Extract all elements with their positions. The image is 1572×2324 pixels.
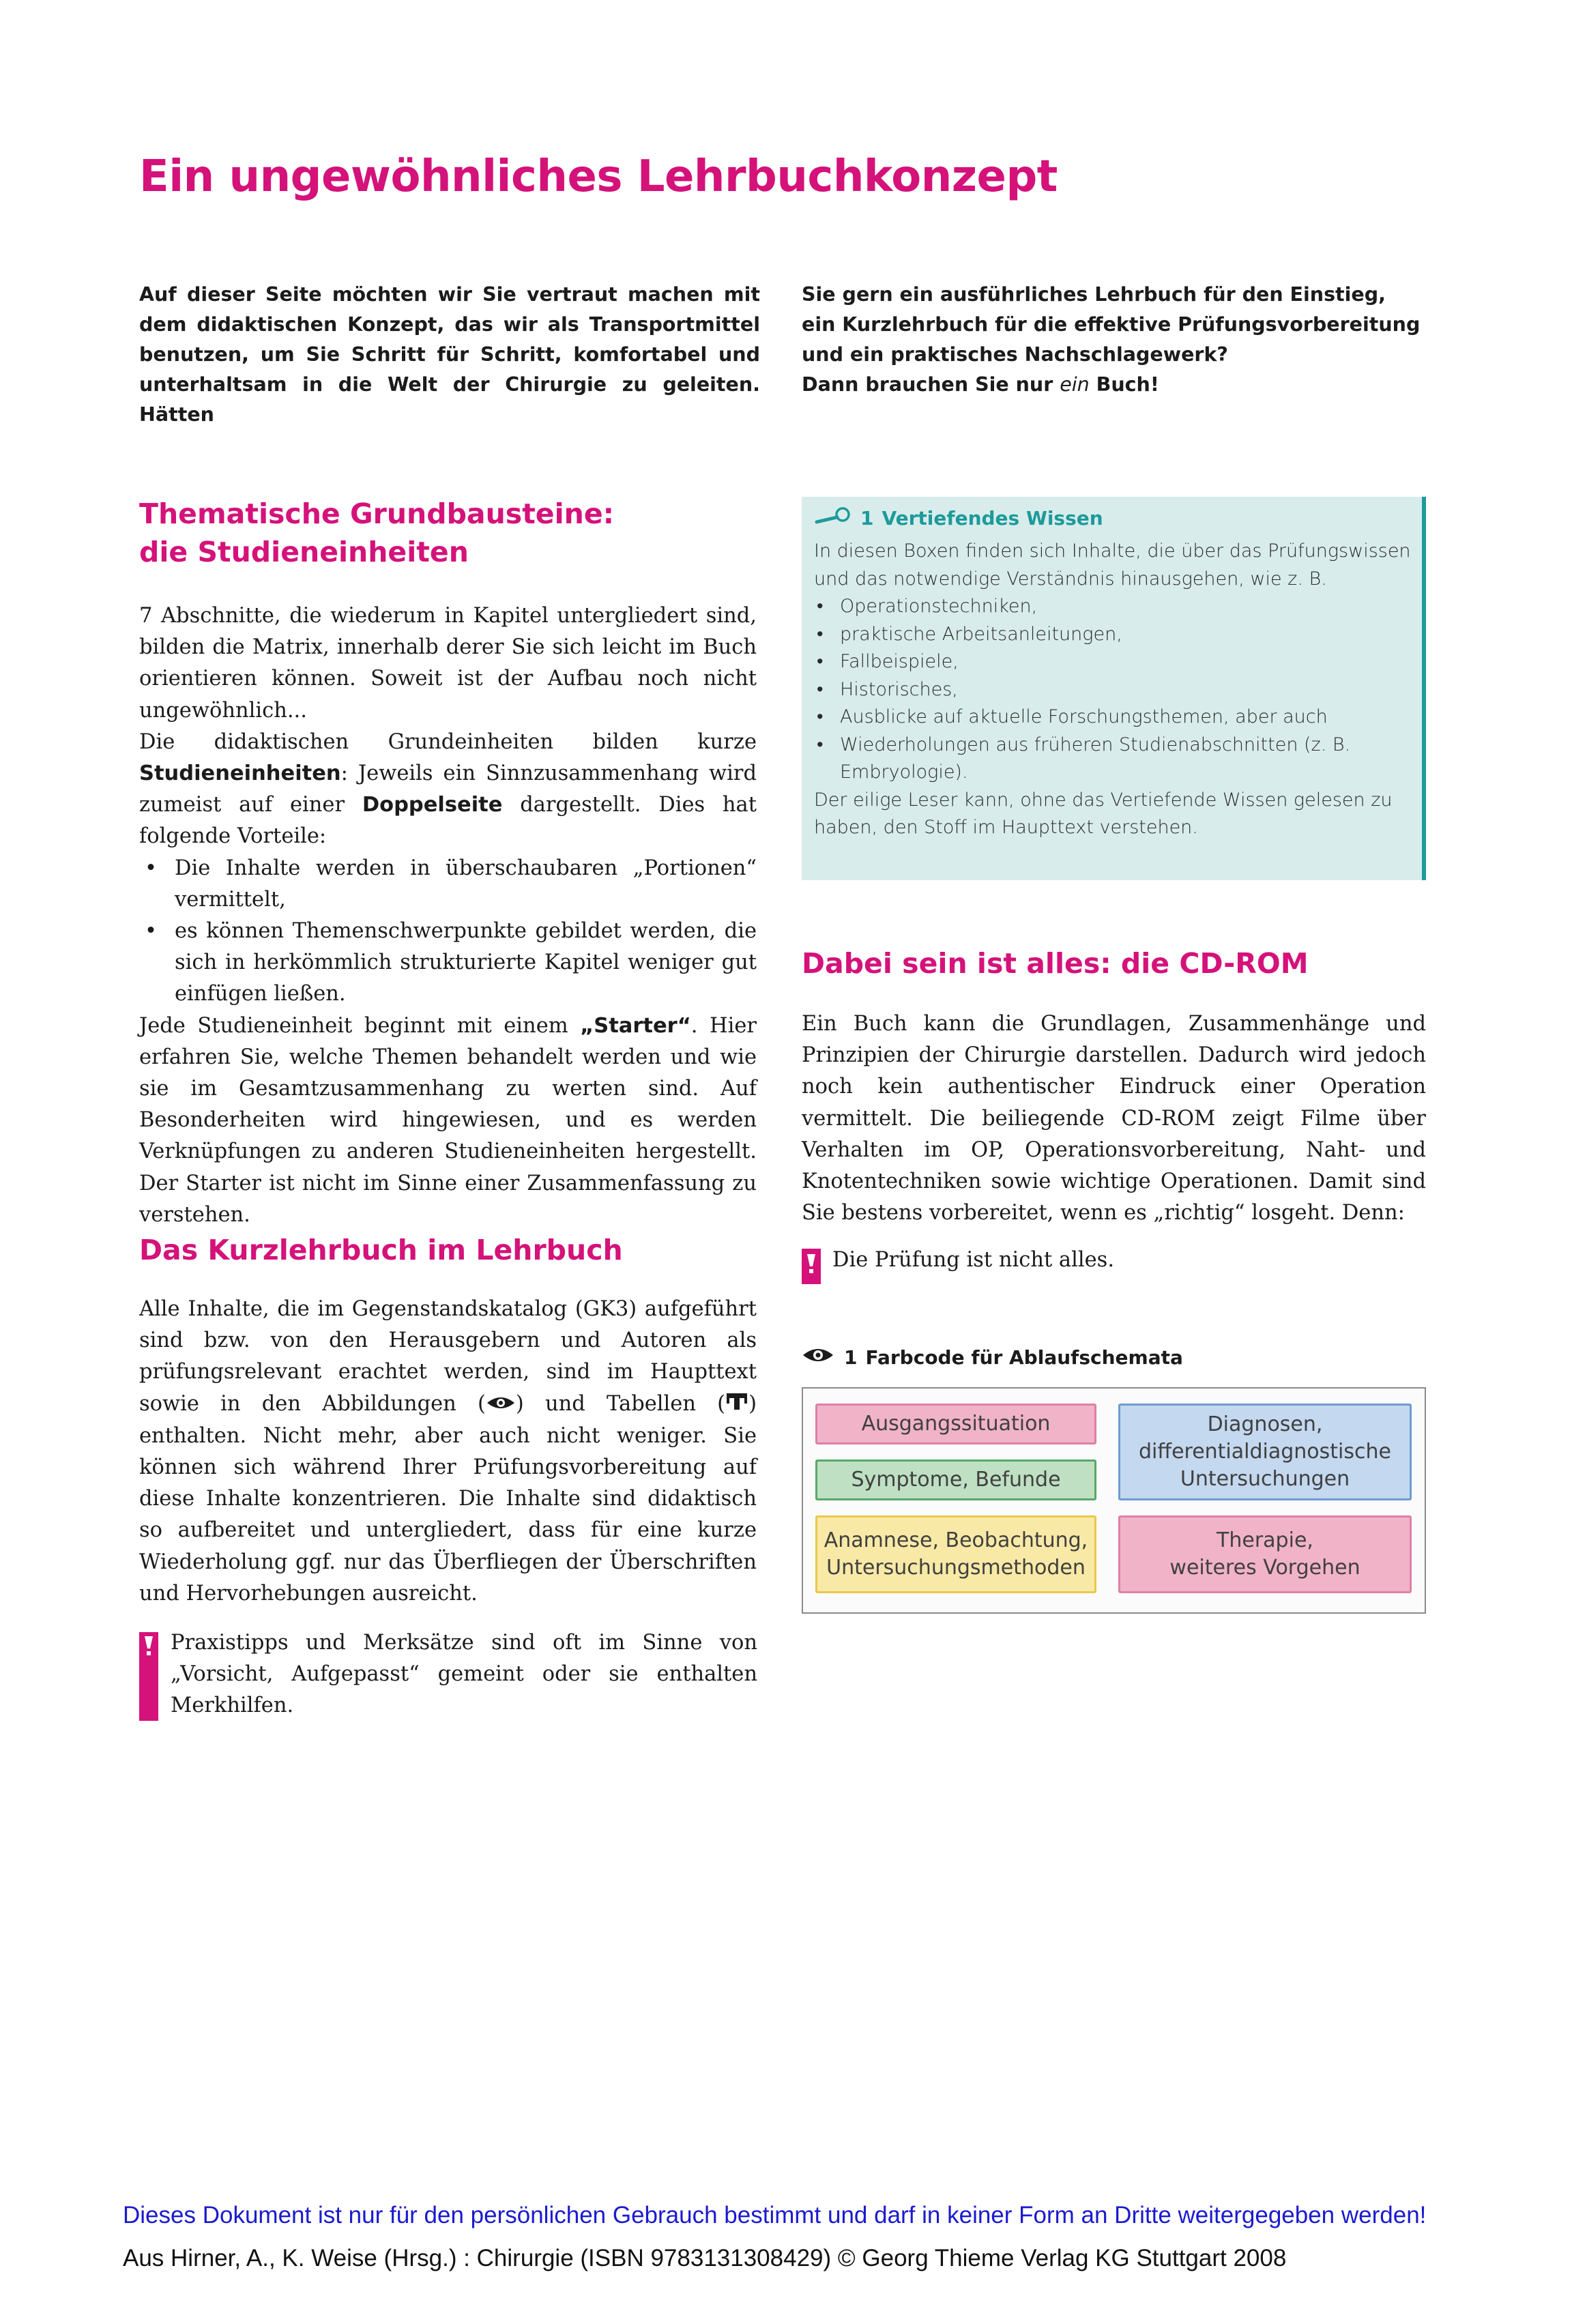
eye-icon (486, 1389, 516, 1421)
section1-paragraph-1: 7 Abschnitte, die wiederum in Kapitel untergliedert sind, bilden die Matrix, innerhalb derer Sie sich leicht im Buch orientieren können. Soweit ist der Aufbau noch nicht ungewöhnlich... (139, 604, 757, 723)
merksatz-text: Praxistipps und Merksätze sind oft im Sinne von „Vorsicht, Aufgepasst“ gemeint oder sie enthalten Merkhilfen. (171, 1631, 757, 1718)
color-box-therapie (1118, 1515, 1412, 1593)
vertiefendes-wissen-box (802, 497, 1426, 880)
p3-bold-starter: „Starter“ (580, 1013, 691, 1038)
list-item: • Operationstechniken, (814, 593, 1414, 621)
color-box-symptome (815, 1459, 1096, 1500)
box-title: Vertiefendes Wissen (882, 507, 1103, 529)
page-title: Ein ungewöhnliches Lehrbuchkonzept (139, 151, 1058, 202)
p2-bold-doppelseite: Doppelseite (362, 793, 503, 817)
box-outro: Der eilige Leser kann, ohne das Vertiefende Wissen gelesen zu haben, den Stoff im Haupttext verstehen. (814, 789, 1393, 838)
exclamation-icon (803, 1251, 819, 1276)
section2-paragraph (139, 1294, 757, 1610)
list-item: • es können Themenschwerpunkte gebildet werden, die sich in herkömmlich strukturierte Kapitel weniger gut einfügen ließen. (139, 916, 757, 1011)
section-heading-cdrom: Dabei sein ist alles: die CD-ROM (802, 947, 1309, 980)
p2-text-e: dargestellt. Dies hat folgende Vorteile: (139, 793, 757, 849)
s2-text-a: Alle Inhalte, die im Gegenstandskatalog (GK3) aufgeführt sind bzw. von den Herausgebern und Autoren als prüfungsrelevant erachtet werden, sind im Haupttext sowie in den Abbildungen ( (139, 1297, 757, 1416)
color-box-label: Ausgangssituation (861, 1412, 1051, 1436)
section2-body (139, 1294, 757, 1610)
section1-paragraph-3 (139, 1011, 757, 1231)
box-intro: In diesen Boxen finden sich Inhalte, die über das Prüfungswissen und das notwendige Verständnis hinausgehen, wie z. B. (814, 540, 1411, 590)
color-box-label: Anamnese, Beobachtung, (824, 1528, 1088, 1552)
farbcode-figure (802, 1387, 1426, 1614)
intro-conclusion-post: Buch! (1089, 373, 1159, 396)
eye-icon (802, 1344, 834, 1371)
intro-right (802, 280, 1426, 400)
box-number: 1 (860, 507, 874, 529)
color-box-label: Untersuchungen (1180, 1467, 1350, 1491)
vertiefendes-wissen-heading (814, 505, 1103, 532)
section-heading-line2: die Studieneinheiten (139, 536, 469, 568)
color-box-ausgangssituation (815, 1404, 1096, 1444)
section3-body: Ein Buch kann die Grundlagen, Zusammenhänge und Prinzipien der Chirurgie darstellen. Dadurch wird jedoch noch kein authentischer Eindruck einer Operation vermittelt. Die beiliegende CD-ROM zeigt Filme über Verhalten im OP, Operationsvorbereitung, Naht- und Knotentechniken sowie wichtige Operationen. Damit sind Sie bestens vorbereitet, wenn es „richtig“ losgeht. Denn: (802, 1012, 1426, 1225)
section-heading-kurzlehrbuch: Das Kurzlehrbuch im Lehrbuch (139, 1234, 623, 1266)
list-item: • praktische Arbeitsanleitungen, (814, 621, 1414, 649)
section1-bullet-list (139, 853, 757, 1011)
vertiefendes-wissen-content (814, 538, 1414, 842)
box-bullet-list (814, 593, 1414, 787)
p3-text-c: . Hier erfahren Sie, welche Themen behandelt werden und wie sie im Gesamtzusammenhang zu werten sind. Auf Besonderheiten wird hingewiesen, und es werden Verknüpfungen zu anderen Studieneinheiten hergestellt. Der Starter ist nicht im Sinne einer Zusammenfassung zu verstehen. (139, 1013, 757, 1227)
intro-conclusion-em: ein (1060, 373, 1090, 396)
color-box-label: Diagnosen, (1207, 1412, 1323, 1436)
s2-text-c: ) enthalten. Nicht mehr, aber auch nicht weniger. Sie können sich während Ihrer Prüfungsvorbereitung auf diese Inhalte konzentrieren. Die Inhalte sind didaktisch so aufbereitet und untergliedert, dass für eine kurze Wiederholung ggf. nur das Überfliegen der Überschriften und Hervorhebungen ausreicht. (139, 1391, 757, 1606)
intro-conclusion-pre: Dann brauchen Sie nur (802, 373, 1060, 396)
figure-caption-text: Farbcode für Ablaufschemata (865, 1346, 1183, 1369)
section-heading-line1: Thematische Grundbausteine: (139, 497, 615, 530)
section1-body (139, 600, 757, 1231)
color-box-anamnese (815, 1515, 1096, 1593)
color-box-label: weiteres Vorgehen (1169, 1556, 1360, 1580)
intro-right-text: Sie gern ein ausführliches Lehrbuch für den Einstieg, ein Kurzlehrbuch für die effektive Prüfungsvorbereitung und ein praktisches Nachschlagewerk? (802, 283, 1421, 366)
figure-caption (802, 1344, 1183, 1371)
color-box-label: differentialdiagnostische (1139, 1440, 1391, 1464)
p3-text-a: Jede Studieneinheit beginnt mit einem (139, 1013, 581, 1038)
p2-text-c: : Jeweils ein Sinnzusammenhang wird zumeist auf einer (139, 761, 757, 817)
intro-left: Auf dieser Seite möchten wir Sie vertraut machen mit dem didaktischen Konzept, das wir als Transportmittel benutzen, um Sie Schritt für Schritt, komfortabel und unterhaltsam in die Welt der Chirurgie zu geleiten. Hätten (139, 283, 760, 426)
p2-bold-studieneinheiten: Studieneinheiten (139, 761, 341, 786)
table-icon (725, 1389, 748, 1421)
list-item: • Fallbeispiele, (814, 648, 1414, 676)
s2-text-b: ) und Tabellen ( (515, 1391, 726, 1416)
list-item: • Wiederholungen aus früheren Studienabschnitten (z. B. Embryologie). (814, 731, 1414, 787)
section-heading-studieneinheiten (139, 495, 614, 571)
list-item: • Ausblicke auf aktuelle Forschungsthemen, aber auch (814, 703, 1414, 731)
list-item: • Die Inhalte werden in überschaubaren „Portionen“ vermittelt, (139, 853, 757, 916)
color-box-label: Therapie, (1217, 1528, 1313, 1552)
color-box-label: Untersuchungsmethoden (826, 1556, 1086, 1580)
p2-text-a: Die didaktischen Grundeinheiten bilden kurze (139, 729, 757, 754)
figure-number: 1 (844, 1346, 858, 1369)
intro-right-conclusion (802, 370, 1426, 400)
color-box-diagnosen (1118, 1404, 1412, 1500)
merksatz-text-cdrom: Die Prüfung ist nicht alles. (832, 1248, 1115, 1272)
list-item: • Historisches, (814, 676, 1414, 704)
magnifier-icon (814, 505, 852, 532)
footer-notice: Dieses Dokument ist nur für den persönlichen Gebrauch bestimmt und darf in keiner Form an Dritte weitergegeben werden! (123, 2202, 1427, 2228)
color-box-label: Symptome, Befunde (851, 1468, 1061, 1492)
section1-paragraph-2 (139, 727, 757, 853)
footer-source: Aus Hirner, A., K. Weise (Hrsg.) : Chirurgie (ISBN 9783131308429) © Georg Thieme Verlag KG Stuttgart 2008 (123, 2245, 1287, 2271)
exclamation-icon (141, 1633, 157, 1658)
